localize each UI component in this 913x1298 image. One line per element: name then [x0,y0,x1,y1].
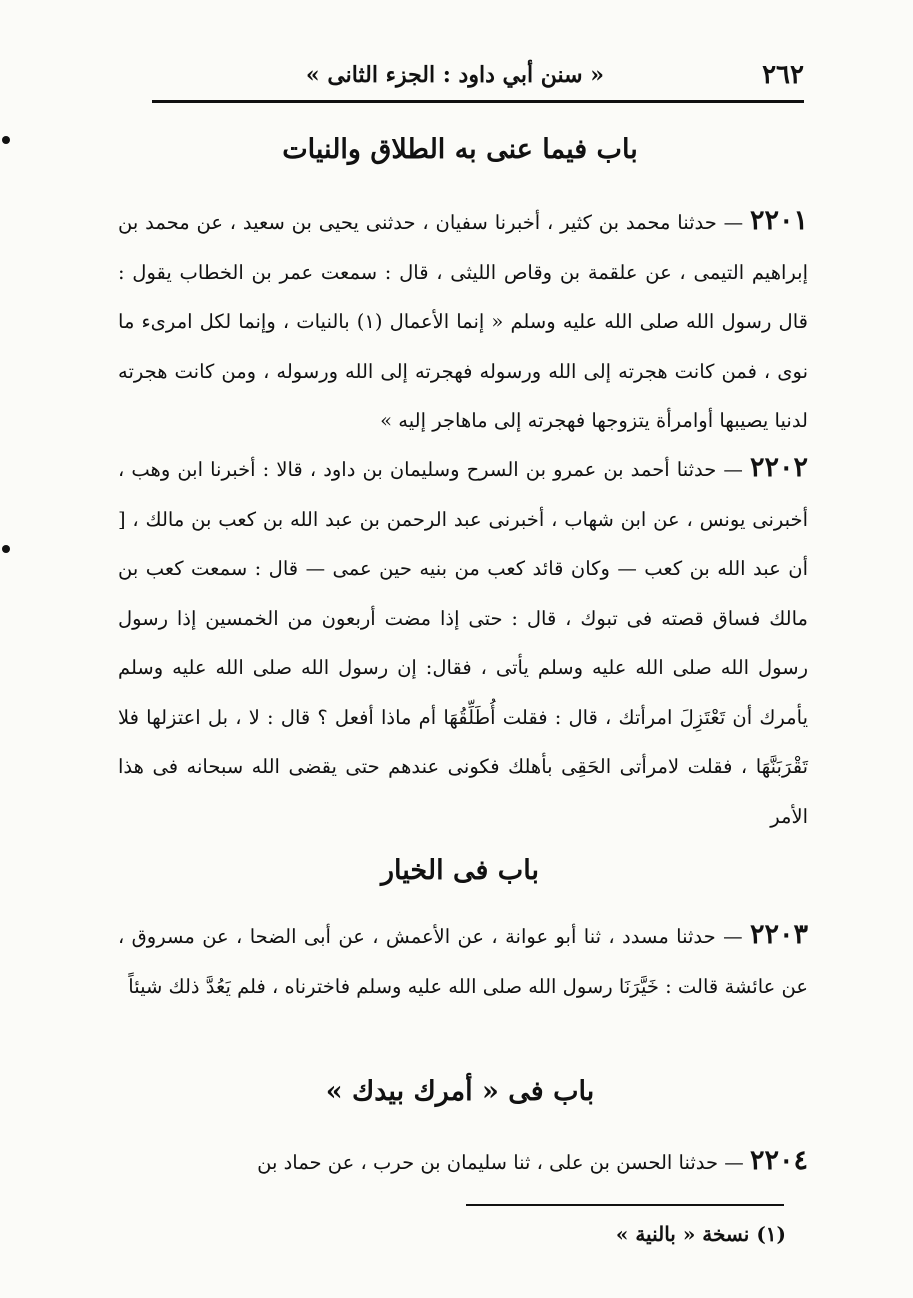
hadith-text: — حدثنا أحمد بن عمرو بن السرح وسليمان بن داود ، قالا : أخبرنا ابن وهب ، أخبرنى يونس ، عن ابن شهاب ، أخبرنى عبد الرحمن بن عبد الله بن كعب بن مالك ، [ أن عبد الله بن كعب — وكان قائد كعب من بنيه حين عمى — قال : سمعت كعب بن مالك فساق قصته فى تبوك ، قال : حتى إذا مضت أربعون من الخمسين إذا رسول رسول الله صلى الله عليه وسلم يأتى ، فقال: إن رسول الله صلى الله عليه وسلم يأمرك أن تَعْتَزِلَ امرأتك ، قال : فقلت أُطَلِّقُهَا أم ماذا أفعل ؟ قال : لا ، بل اعتزلها فلا تَقْرَبَنَّهَا ، فقلت لامرأتى الحَقِى بأهلك فكونى عندهم حتى يقضى الله سبحانه فى هذا الأمر [118,458,808,828]
footnote-text: نسخة « بالنية » [615,1222,750,1246]
hadith-number: ٢٢٠٣ [749,919,808,950]
margin-mark [2,136,10,144]
hadith-text: — حدثنا مسدد ، ثنا أبو عوانة ، عن الأعمش ، عن أبى الضحا ، عن مسروق ، عن عائشة قالت : خَيَّرَنَا رسول الله صلى الله عليه وسلم فاخترناه ، فلم يَعُدَّ ذلك شيئاً [118,925,808,998]
section-heading: باب فى « أمرك بيدك » [325,1076,595,1107]
margin-mark [2,545,10,553]
hadith-number: ٢٢٠٢ [749,452,808,483]
hadith-paragraph [118,910,808,1011]
footnote [466,1222,786,1246]
page-number: ٢٦٢ [762,60,804,90]
footnote-rule [466,1204,784,1206]
hadith-paragraph [118,196,808,446]
header-rule [152,100,804,103]
hadith-text: — حدثنا محمد بن كثير ، أخبرنا سفيان ، حدثنى يحيى بن سعيد ، عن محمد بن إبراهيم التيمى ، عن علقمة بن وقاص الليثى ، قال : سمعت عمر بن الخطاب يقول : قال رسول الله صلى الله عليه وسلم « إنما الأعمال (١) بالنيات ، وإنما لكل امرىء ما نوى ، فمن كانت هجرته إلى الله ورسوله فهجرته إلى الله ورسوله ، ومن كانت هجرته لدنيا يصيبها أوامرأة يتزوجها فهجرته إلى ماهاجر إليه » [118,211,808,432]
page-header [152,58,804,98]
hadith-number: ٢٢٠٤ [749,1145,808,1176]
running-title: « سنن أبي داود : الجزء الثانى » [305,62,604,88]
footnote-marker: (١) [756,1222,786,1246]
section-heading: باب فى الخيار [381,855,539,886]
hadith-text: — حدثنا الحسن بن على ، ثنا سليمان بن حرب ، عن حماد بن [257,1151,744,1174]
hadith-paragraph [118,443,808,841]
section-heading: باب فيما عنى به الطلاق والنيات [282,134,638,165]
hadith-number: ٢٢٠١ [749,205,808,236]
hadith-paragraph [118,1136,808,1188]
